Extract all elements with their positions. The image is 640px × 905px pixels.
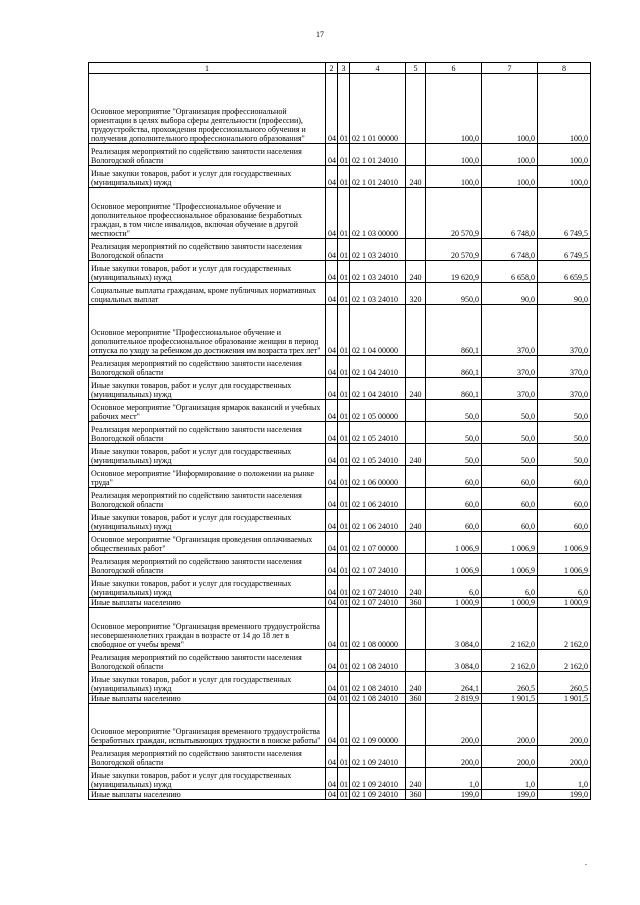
cell-v2: 200,0 xyxy=(482,746,538,768)
cell-csr: 02 1 07 00000 xyxy=(350,532,406,554)
cell-csr: 02 1 03 00000 xyxy=(350,188,406,239)
table-body xyxy=(89,74,591,800)
cell-csr: 02 1 05 00000 xyxy=(350,400,406,422)
cell-v1: 860,1 xyxy=(426,378,482,400)
cell-rz: 04 xyxy=(326,356,338,378)
table-row xyxy=(89,768,591,790)
cell-v1: 20 570,9 xyxy=(426,188,482,239)
cell-vr: 360 xyxy=(406,694,426,704)
cell-v3: 90,0 xyxy=(538,283,591,305)
cell-v2: 6,0 xyxy=(482,576,538,598)
cell-csr: 02 1 01 24010 xyxy=(350,144,406,166)
cell-name: Иные закупки товаров, работ и услуг для государственных (муниципальных) нужд xyxy=(89,576,326,598)
cell-rz: 04 xyxy=(326,422,338,444)
cell-v1: 60,0 xyxy=(426,510,482,532)
cell-v2: 2 162,0 xyxy=(482,608,538,650)
cell-rz: 04 xyxy=(326,768,338,790)
cell-v3: 60,0 xyxy=(538,466,591,488)
cell-v1: 2 819,9 xyxy=(426,694,482,704)
table-row xyxy=(89,400,591,422)
cell-rz: 04 xyxy=(326,400,338,422)
budget-table xyxy=(88,62,591,800)
cell-csr: 02 1 03 24010 xyxy=(350,261,406,283)
cell-name: Реализация мероприятий по содействию занятости населения Вологодской области xyxy=(89,144,326,166)
cell-v1: 1 006,9 xyxy=(426,532,482,554)
table-row xyxy=(89,356,591,378)
table-row xyxy=(89,576,591,598)
cell-pr: 01 xyxy=(338,144,350,166)
header-cell: 7 xyxy=(482,63,538,74)
cell-v1: 19 620,9 xyxy=(426,261,482,283)
cell-v1: 950,0 xyxy=(426,283,482,305)
cell-v2: 2 162,0 xyxy=(482,650,538,672)
scan-mark: . xyxy=(585,858,587,867)
table-row xyxy=(89,144,591,166)
cell-v1: 50,0 xyxy=(426,400,482,422)
cell-csr: 02 1 06 00000 xyxy=(350,466,406,488)
cell-rz: 04 xyxy=(326,378,338,400)
cell-v3: 6,0 xyxy=(538,576,591,598)
cell-vr: 320 xyxy=(406,283,426,305)
table-row xyxy=(89,283,591,305)
cell-vr: 240 xyxy=(406,444,426,466)
cell-pr: 01 xyxy=(338,768,350,790)
cell-csr: 02 1 08 24010 xyxy=(350,672,406,694)
cell-pr: 01 xyxy=(338,305,350,356)
cell-pr: 01 xyxy=(338,790,350,800)
cell-name: Основное мероприятие "Профессиональное обучение и дополнительное профессиональное образование безработных граждан, в том числе инвалидов, включая обучение в другой местности" xyxy=(89,188,326,239)
cell-name: Иные закупки товаров, работ и услуг для государственных (муниципальных) нужд xyxy=(89,261,326,283)
cell-csr: 02 1 03 24010 xyxy=(350,239,406,261)
cell-pr: 01 xyxy=(338,532,350,554)
cell-csr: 02 1 04 24010 xyxy=(350,378,406,400)
cell-name: Основное мероприятие "Организация ярмарок вакансий и учебных рабочих мест" xyxy=(89,400,326,422)
cell-csr: 02 1 01 24010 xyxy=(350,166,406,188)
table-row xyxy=(89,422,591,444)
cell-rz: 04 xyxy=(326,672,338,694)
header-cell: 4 xyxy=(350,63,406,74)
cell-pr: 01 xyxy=(338,378,350,400)
cell-pr: 01 xyxy=(338,283,350,305)
cell-csr: 02 1 07 24010 xyxy=(350,554,406,576)
table-row xyxy=(89,305,591,356)
cell-vr: 360 xyxy=(406,598,426,608)
cell-pr: 01 xyxy=(338,672,350,694)
cell-v1: 1 006,9 xyxy=(426,554,482,576)
table-row xyxy=(89,444,591,466)
cell-v1: 264,1 xyxy=(426,672,482,694)
table-row xyxy=(89,378,591,400)
table-row xyxy=(89,239,591,261)
cell-rz: 04 xyxy=(326,283,338,305)
cell-csr: 02 1 08 24010 xyxy=(350,694,406,704)
cell-pr: 01 xyxy=(338,488,350,510)
cell-csr: 02 1 06 24010 xyxy=(350,510,406,532)
cell-v3: 370,0 xyxy=(538,378,591,400)
table-row xyxy=(89,510,591,532)
cell-vr xyxy=(406,144,426,166)
cell-name: Реализация мероприятий по содействию занятости населения Вологодской области xyxy=(89,746,326,768)
cell-csr: 02 1 09 24010 xyxy=(350,790,406,800)
cell-vr: 240 xyxy=(406,768,426,790)
cell-v3: 1 901,5 xyxy=(538,694,591,704)
cell-rz: 04 xyxy=(326,704,338,746)
cell-vr: 240 xyxy=(406,166,426,188)
cell-v2: 1 006,9 xyxy=(482,554,538,576)
table-row xyxy=(89,261,591,283)
cell-v3: 200,0 xyxy=(538,704,591,746)
cell-rz: 04 xyxy=(326,598,338,608)
cell-v1: 200,0 xyxy=(426,704,482,746)
header-cell: 3 xyxy=(338,63,350,74)
cell-v3: 6 659,5 xyxy=(538,261,591,283)
cell-v2: 6 658,0 xyxy=(482,261,538,283)
cell-rz: 04 xyxy=(326,488,338,510)
cell-v1: 50,0 xyxy=(426,422,482,444)
cell-csr: 02 1 07 24010 xyxy=(350,598,406,608)
cell-pr: 01 xyxy=(338,239,350,261)
table-row xyxy=(89,554,591,576)
cell-vr xyxy=(406,650,426,672)
cell-vr xyxy=(406,74,426,144)
cell-name: Основное мероприятие "Организация временного трудоустройства безработных граждан, испытывающих трудности в поиске работы" xyxy=(89,704,326,746)
cell-rz: 04 xyxy=(326,305,338,356)
cell-v2: 1,0 xyxy=(482,768,538,790)
cell-v1: 860,1 xyxy=(426,305,482,356)
cell-name: Иные выплаты населению xyxy=(89,598,326,608)
cell-v3: 370,0 xyxy=(538,356,591,378)
cell-v2: 6 748,0 xyxy=(482,188,538,239)
cell-vr xyxy=(406,422,426,444)
header-cell: 6 xyxy=(426,63,482,74)
cell-csr: 02 1 06 24010 xyxy=(350,488,406,510)
cell-v3: 2 162,0 xyxy=(538,608,591,650)
cell-vr xyxy=(406,532,426,554)
cell-v1: 6,0 xyxy=(426,576,482,598)
cell-v2: 199,0 xyxy=(482,790,538,800)
cell-v2: 370,0 xyxy=(482,305,538,356)
cell-rz: 04 xyxy=(326,166,338,188)
header-cell: 2 xyxy=(326,63,338,74)
cell-pr: 01 xyxy=(338,356,350,378)
cell-pr: 01 xyxy=(338,261,350,283)
cell-v3: 2 162,0 xyxy=(538,650,591,672)
cell-pr: 01 xyxy=(338,74,350,144)
cell-name: Основное мероприятие "Организация временного трудоустройства несовершеннолетних граждан в возрасте от 14 до 18 лет в свободное от учебы время" xyxy=(89,608,326,650)
cell-v3: 260,5 xyxy=(538,672,591,694)
table-row xyxy=(89,746,591,768)
page-number: 17 xyxy=(316,30,324,39)
cell-pr: 01 xyxy=(338,166,350,188)
cell-v2: 90,0 xyxy=(482,283,538,305)
cell-vr: 240 xyxy=(406,510,426,532)
cell-v3: 370,0 xyxy=(538,305,591,356)
cell-pr: 01 xyxy=(338,576,350,598)
cell-v3: 6 749,5 xyxy=(538,239,591,261)
cell-name: Реализация мероприятий по содействию занятости населения Вологодской области xyxy=(89,239,326,261)
cell-v3: 60,0 xyxy=(538,488,591,510)
cell-pr: 01 xyxy=(338,650,350,672)
cell-v2: 50,0 xyxy=(482,422,538,444)
cell-rz: 04 xyxy=(326,650,338,672)
cell-v3: 50,0 xyxy=(538,400,591,422)
table-row xyxy=(89,650,591,672)
cell-v1: 1,0 xyxy=(426,768,482,790)
cell-vr xyxy=(406,188,426,239)
cell-v1: 200,0 xyxy=(426,746,482,768)
cell-rz: 04 xyxy=(326,74,338,144)
cell-vr xyxy=(406,608,426,650)
cell-v3: 100,0 xyxy=(538,74,591,144)
cell-v3: 50,0 xyxy=(538,444,591,466)
cell-v3: 1,0 xyxy=(538,768,591,790)
cell-vr: 240 xyxy=(406,672,426,694)
table-header-row xyxy=(89,63,591,74)
table-row xyxy=(89,790,591,800)
cell-rz: 04 xyxy=(326,554,338,576)
cell-v2: 1 006,9 xyxy=(482,532,538,554)
cell-vr xyxy=(406,488,426,510)
cell-v2: 100,0 xyxy=(482,74,538,144)
table-row xyxy=(89,598,591,608)
cell-name: Иные выплаты населению xyxy=(89,790,326,800)
cell-pr: 01 xyxy=(338,694,350,704)
cell-v3: 1 000,9 xyxy=(538,598,591,608)
cell-pr: 01 xyxy=(338,422,350,444)
cell-vr: 360 xyxy=(406,790,426,800)
table-row xyxy=(89,694,591,704)
cell-v3: 50,0 xyxy=(538,422,591,444)
cell-name: Основное мероприятие "Профессиональное обучение и дополнительное профессиональное образование женщин в период отпуска по уходу за ребенком до достижения им возраста трех лет" xyxy=(89,305,326,356)
cell-v1: 199,0 xyxy=(426,790,482,800)
cell-v2: 60,0 xyxy=(482,466,538,488)
cell-csr: 02 1 05 24010 xyxy=(350,444,406,466)
cell-v1: 100,0 xyxy=(426,74,482,144)
cell-rz: 04 xyxy=(326,239,338,261)
cell-v2: 200,0 xyxy=(482,704,538,746)
cell-v2: 370,0 xyxy=(482,356,538,378)
cell-v2: 50,0 xyxy=(482,400,538,422)
cell-vr xyxy=(406,466,426,488)
table-row xyxy=(89,488,591,510)
cell-rz: 04 xyxy=(326,694,338,704)
cell-rz: 04 xyxy=(326,746,338,768)
cell-v2: 1 000,9 xyxy=(482,598,538,608)
cell-csr: 02 1 03 24010 xyxy=(350,283,406,305)
cell-csr: 02 1 09 24010 xyxy=(350,768,406,790)
cell-vr xyxy=(406,400,426,422)
cell-name: Реализация мероприятий по содействию занятости населения Вологодской области xyxy=(89,488,326,510)
cell-name: Основное мероприятие "Информирование о положении на рынке труда" xyxy=(89,466,326,488)
cell-rz: 04 xyxy=(326,510,338,532)
cell-v3: 199,0 xyxy=(538,790,591,800)
table-row xyxy=(89,74,591,144)
cell-name: Реализация мероприятий по содействию занятости населения Вологодской области xyxy=(89,356,326,378)
table-row xyxy=(89,672,591,694)
cell-rz: 04 xyxy=(326,608,338,650)
cell-vr xyxy=(406,554,426,576)
cell-name: Реализация мероприятий по содействию занятости населения Вологодской области xyxy=(89,554,326,576)
cell-vr xyxy=(406,704,426,746)
cell-v3: 100,0 xyxy=(538,166,591,188)
cell-csr: 02 1 09 24010 xyxy=(350,746,406,768)
cell-name: Иные закупки товаров, работ и услуг для государственных (муниципальных) нужд xyxy=(89,510,326,532)
cell-name: Основное мероприятие "Организация профессиональной ориентации в целях выбора сферы деятельности (профессии), трудоустройства, прохождения профессионального обучения и получения дополнительного профессионального образования" xyxy=(89,74,326,144)
cell-rz: 04 xyxy=(326,144,338,166)
cell-name: Иные закупки товаров, работ и услуг для государственных (муниципальных) нужд xyxy=(89,166,326,188)
cell-v1: 60,0 xyxy=(426,466,482,488)
cell-name: Социальные выплаты гражданам, кроме публичных нормативных социальных выплат xyxy=(89,283,326,305)
cell-csr: 02 1 04 00000 xyxy=(350,305,406,356)
cell-v2: 6 748,0 xyxy=(482,239,538,261)
cell-name: Иные закупки товаров, работ и услуг для государственных (муниципальных) нужд xyxy=(89,672,326,694)
cell-pr: 01 xyxy=(338,608,350,650)
cell-pr: 01 xyxy=(338,510,350,532)
cell-csr: 02 1 08 00000 xyxy=(350,608,406,650)
cell-csr: 02 1 08 24010 xyxy=(350,650,406,672)
cell-v2: 1 901,5 xyxy=(482,694,538,704)
cell-rz: 04 xyxy=(326,466,338,488)
header-cell: 8 xyxy=(538,63,591,74)
cell-v1: 3 084,0 xyxy=(426,650,482,672)
cell-v3: 1 006,9 xyxy=(538,554,591,576)
cell-v2: 50,0 xyxy=(482,444,538,466)
cell-name: Иные закупки товаров, работ и услуг для государственных (муниципальных) нужд xyxy=(89,768,326,790)
cell-v3: 1 006,9 xyxy=(538,532,591,554)
cell-vr: 240 xyxy=(406,261,426,283)
cell-name: Иные выплаты населению xyxy=(89,694,326,704)
table-row xyxy=(89,466,591,488)
cell-pr: 01 xyxy=(338,598,350,608)
cell-v3: 200,0 xyxy=(538,746,591,768)
cell-v2: 370,0 xyxy=(482,378,538,400)
cell-csr: 02 1 07 24010 xyxy=(350,576,406,598)
cell-v1: 860,1 xyxy=(426,356,482,378)
cell-vr: 240 xyxy=(406,576,426,598)
cell-pr: 01 xyxy=(338,400,350,422)
cell-rz: 04 xyxy=(326,790,338,800)
cell-pr: 01 xyxy=(338,746,350,768)
cell-v2: 60,0 xyxy=(482,488,538,510)
cell-pr: 01 xyxy=(338,188,350,239)
table-row xyxy=(89,166,591,188)
cell-name: Иные закупки товаров, работ и услуг для государственных (муниципальных) нужд xyxy=(89,378,326,400)
cell-pr: 01 xyxy=(338,704,350,746)
cell-name: Иные закупки товаров, работ и услуг для государственных (муниципальных) нужд xyxy=(89,444,326,466)
cell-csr: 02 1 01 00000 xyxy=(350,74,406,144)
cell-vr xyxy=(406,356,426,378)
table-row xyxy=(89,704,591,746)
cell-v1: 3 084,0 xyxy=(426,608,482,650)
cell-vr: 240 xyxy=(406,378,426,400)
cell-vr xyxy=(406,305,426,356)
cell-v2: 100,0 xyxy=(482,166,538,188)
table-row xyxy=(89,532,591,554)
cell-v2: 60,0 xyxy=(482,510,538,532)
cell-name: Реализация мероприятий по содействию занятости населения Вологодской области xyxy=(89,650,326,672)
cell-rz: 04 xyxy=(326,576,338,598)
cell-csr: 02 1 04 24010 xyxy=(350,356,406,378)
cell-name: Основное мероприятие "Организация проведения оплачиваемых общественных работ" xyxy=(89,532,326,554)
cell-rz: 04 xyxy=(326,261,338,283)
cell-v2: 260,5 xyxy=(482,672,538,694)
cell-rz: 04 xyxy=(326,188,338,239)
cell-v3: 60,0 xyxy=(538,510,591,532)
cell-v3: 100,0 xyxy=(538,144,591,166)
cell-vr xyxy=(406,239,426,261)
table-row xyxy=(89,608,591,650)
table-row xyxy=(89,188,591,239)
cell-v1: 100,0 xyxy=(426,166,482,188)
cell-v1: 100,0 xyxy=(426,144,482,166)
cell-v1: 20 570,9 xyxy=(426,239,482,261)
cell-v3: 6 749,5 xyxy=(538,188,591,239)
header-cell: 1 xyxy=(89,63,326,74)
cell-name: Реализация мероприятий по содействию занятости населения Вологодской области xyxy=(89,422,326,444)
cell-csr: 02 1 09 00000 xyxy=(350,704,406,746)
cell-v2: 100,0 xyxy=(482,144,538,166)
cell-rz: 04 xyxy=(326,444,338,466)
cell-v1: 50,0 xyxy=(426,444,482,466)
cell-rz: 04 xyxy=(326,532,338,554)
cell-pr: 01 xyxy=(338,466,350,488)
cell-vr xyxy=(406,746,426,768)
cell-csr: 02 1 05 24010 xyxy=(350,422,406,444)
cell-v1: 60,0 xyxy=(426,488,482,510)
cell-pr: 01 xyxy=(338,444,350,466)
cell-v1: 1 000,9 xyxy=(426,598,482,608)
header-cell: 5 xyxy=(406,63,426,74)
cell-pr: 01 xyxy=(338,554,350,576)
